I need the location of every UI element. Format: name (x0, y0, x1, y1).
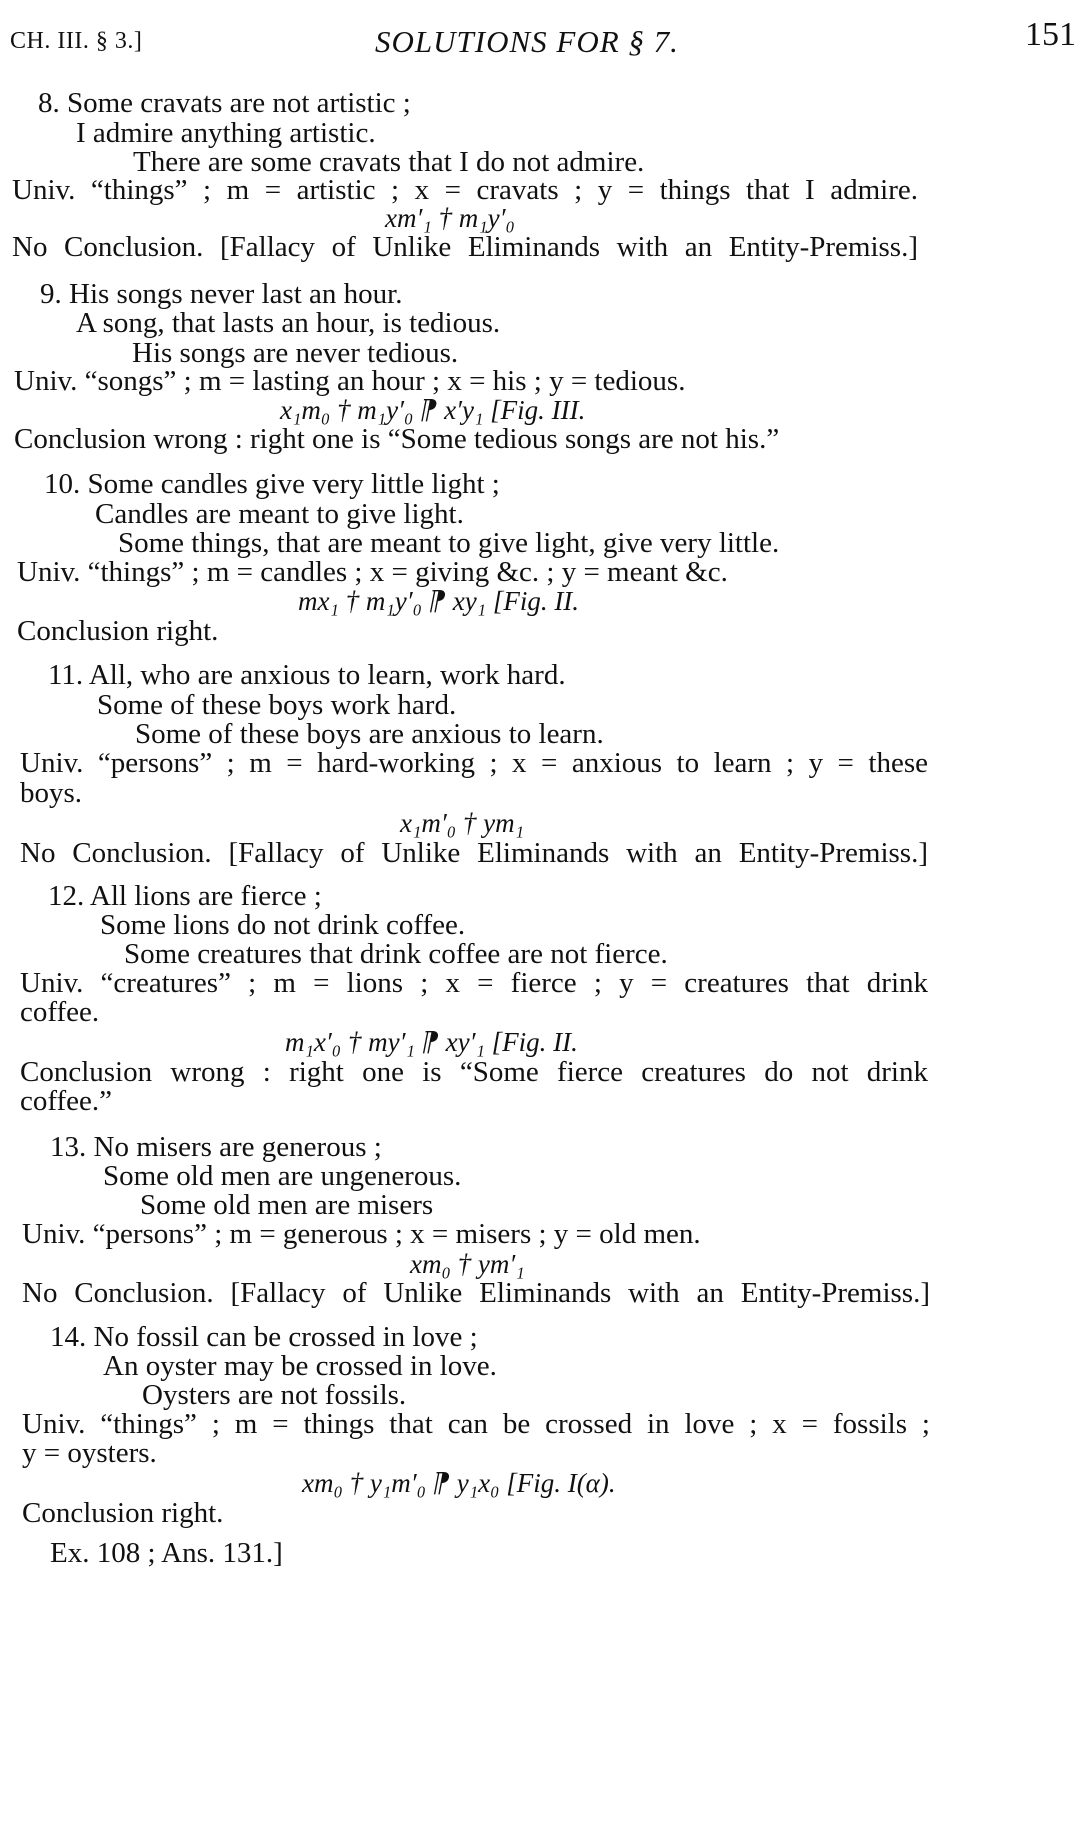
verdict: Conclusion right. (17, 615, 219, 647)
proposed-conclusion: Some old men are misers (140, 1189, 434, 1221)
formula: xm′₁ † m₁y′₀ (385, 203, 515, 233)
universe-line-continued: boys. (20, 777, 83, 809)
formula: x₁m₀ † m₁y′₀ ⁋ x′y₁ [Fig. III. (280, 395, 586, 425)
proposed-conclusion: Oysters are not fossils. (142, 1379, 407, 1411)
premise-2: Some of these boys work hard. (97, 689, 457, 721)
proposed-conclusion: Some things, that are meant to give light, give very little. (118, 527, 780, 559)
premise-2: A song, that lasts an hour, is tedious. (76, 307, 501, 339)
premise-2: Some old men are ungenerous. (103, 1160, 462, 1192)
exercise-reference: Ex. 108 ; Ans. 131.] (50, 1537, 283, 1569)
formula: m₁x′₀ † my′₁ ⁋ xy′₁ [Fig. II. (285, 1027, 578, 1057)
universe-line: Univ. “things” ; m = artistic ; x = cravats ; y = things that I admire. (12, 174, 918, 206)
premise-2: I admire anything artistic. (76, 117, 376, 149)
universe-line: Univ. “songs” ; m = lasting an hour ; x = his ; y = tedious. (14, 365, 686, 397)
universe-line: Univ. “persons” ; m = generous ; x = misers ; y = old men. (22, 1218, 701, 1250)
running-header (10, 16, 1076, 60)
verdict: No Conclusion. [Fallacy of Unlike Eliminands with an Entity-Premiss.] (12, 231, 918, 263)
premise-1: 14. No fossil can be crossed in love ; (50, 1321, 478, 1353)
premise-1: 10. Some candles give very little light ; (44, 468, 500, 500)
universe-line-continued: coffee. (20, 996, 100, 1028)
premise-2: Some lions do not drink coffee. (100, 909, 466, 941)
proposed-conclusion: Some creatures that drink coffee are not fierce. (124, 938, 668, 970)
verdict: Conclusion right. (22, 1497, 224, 1529)
proposed-conclusion: There are some cravats that I do not admire. (133, 146, 645, 178)
premise-1: 9. His songs never last an hour. (40, 278, 403, 310)
formula: mx₁ † m₁y′₀ ⁋ xy₁ [Fig. II. (298, 586, 580, 616)
universe-line: Univ. “creatures” ; m = lions ; x = fierce ; y = creatures that drink (20, 967, 928, 999)
premise-1: 11. All, who are anxious to learn, work hard. (48, 659, 566, 691)
formula: xm₀ † ym′₁ (410, 1249, 525, 1279)
verdict-continued: coffee.” (20, 1085, 113, 1117)
premise-2: An oyster may be crossed in love. (103, 1350, 497, 1382)
premise-2: Candles are meant to give light. (95, 498, 464, 530)
proposed-conclusion: Some of these boys are anxious to learn. (135, 718, 604, 750)
premise-1: 8. Some cravats are not artistic ; (38, 87, 411, 119)
universe-line: Univ. “things” ; m = candles ; x = giving &c. ; y = meant &c. (17, 556, 728, 588)
verdict: No Conclusion. [Fallacy of Unlike Eliminands with an Entity-Premiss.] (22, 1277, 930, 1309)
premise-1: 13. No misers are generous ; (50, 1131, 382, 1163)
premise-1: 12. All lions are fierce ; (48, 880, 322, 912)
proposed-conclusion: His songs are never tedious. (132, 337, 459, 369)
universe-line: Univ. “things” ; m = things that can be crossed in love ; x = fossils ; (22, 1408, 930, 1440)
universe-line: Univ. “persons” ; m = hard-working ; x = anxious to learn ; y = these (20, 747, 928, 779)
running-title: SOLUTIONS FOR § 7. (375, 24, 679, 59)
formula: x₁m′₀ † ym₁ (400, 808, 525, 838)
verdict: Conclusion wrong : right one is “Some fierce creatures do not drink (20, 1056, 928, 1088)
verdict: No Conclusion. [Fallacy of Unlike Eliminands with an Entity-Premiss.] (20, 837, 928, 869)
universe-line-continued: y = oysters. (22, 1437, 157, 1469)
chapter-reference: CH. III. § 3.] (10, 28, 143, 54)
page-number: 151 (1025, 16, 1076, 53)
verdict: Conclusion wrong : right one is “Some tedious songs are not his.” (14, 423, 780, 455)
formula: xm₀ † y₁m′₀ ⁋ y₁x₀ [Fig. I(α). (302, 1468, 616, 1498)
